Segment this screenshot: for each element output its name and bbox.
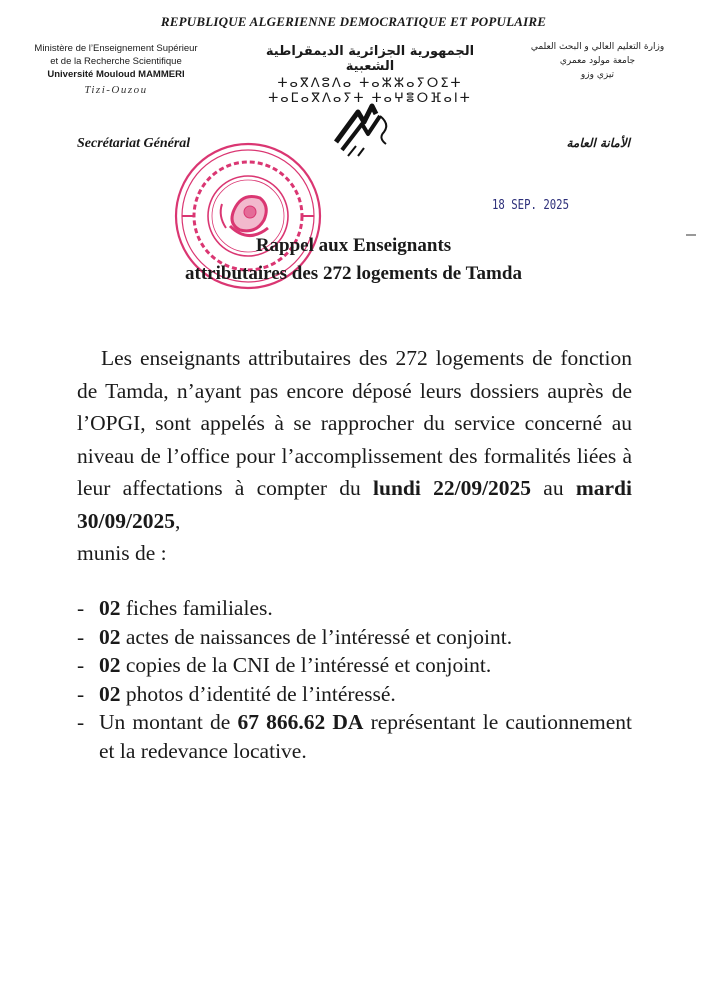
ministry-block [16, 42, 216, 97]
notice-title [0, 232, 707, 288]
body-after: , [174, 508, 181, 533]
arabic-university: جامعة مولود معمري [559, 56, 636, 66]
item-text: fiches familiales. [120, 596, 273, 620]
item-qty: 02 [99, 653, 121, 677]
list-marker: - [77, 681, 85, 706]
list-item [77, 594, 632, 623]
ministry-line-2: et de la Recherche Scientifique [50, 56, 182, 67]
republic-heading: REPUBLIQUE ALGERIENNE DEMOCRATIQUE ET POPULAIRE [160, 14, 547, 29]
arabic-ministry-block [500, 40, 695, 82]
secretariat-label-arabic: الأمانة العامة [566, 136, 630, 150]
list-marker: - [77, 624, 85, 649]
notice-body [77, 342, 632, 570]
university-name: Université Mouloud MAMMERI [47, 69, 185, 80]
arabic-city: تيزي وزو [580, 70, 615, 80]
ministry-line-1: Ministère de l’Enseignement Supérieur [34, 43, 198, 54]
item-text: photos d’identité de l’intéressé. [120, 681, 396, 706]
payment-prefix: Un montant de [99, 710, 238, 734]
item-text: copies de la CNI de l’intéressé et conjoint. [120, 653, 492, 677]
date-from: lundi 22/09/2025 [373, 476, 532, 500]
date-stamp: 18 SEP. 2025 [492, 198, 570, 213]
payment-amount: 67 866.62 DA [237, 710, 364, 734]
body-between: au [531, 476, 576, 500]
university-logo [328, 100, 398, 160]
title-line-2: attributaires des 272 logements de Tamda [185, 263, 522, 284]
list-item [77, 651, 632, 680]
arabic-ministry: وزارة التعليم العالي و البحث العلمي [530, 42, 665, 52]
item-qty: 02 [99, 681, 121, 706]
list-marker: - [77, 596, 85, 620]
list-marker: - [77, 653, 85, 677]
item-text: actes de naissances de l’intéressé et conjoint. [120, 624, 513, 649]
munis-line: munis de : [77, 541, 167, 565]
secretariat-label: Secrétariat Général [77, 136, 191, 151]
requirements-list [77, 594, 632, 765]
list-item [77, 680, 632, 709]
arabic-republic: الجمهورية الجزائرية الديمقراطية الشعبية [265, 44, 475, 74]
date-to: mardi 30/09/2025 [77, 476, 632, 533]
payment-suffix: représentant le cautionnement et la redevance locative. [99, 710, 632, 763]
title-line-1: Rappel aux Enseignants [255, 235, 452, 256]
list-item [77, 623, 632, 652]
tamazight-republic: ⵜⴰⴳⴷⵓⴷⴰ ⵜⴰⵣⵣⴰⵢⵔⵉⵜ ⵜⴰⵎⴰⴳⴷⴰⵢⵜ ⵜⴰⵖⴻⵔⴼⴰⵏⵜ [268, 76, 472, 106]
list-item-payment [77, 708, 632, 765]
list-marker: - [77, 710, 85, 734]
body-intro: Les enseignants attributaires des 272 logements de fonction de Tamda, n’ayant pas encore déposé leurs dossiers auprès de l’OPGI, sont appelés à se rapprocher du service concerné au niveau de l’office pour l’accomplissement des formalités liées à leur affectations à compter du [77, 346, 632, 500]
city-name: Tizi-Ouzou [84, 84, 148, 96]
body-paragraph [77, 342, 632, 537]
item-qty: 02 [99, 596, 121, 620]
item-qty: 02 [99, 624, 121, 649]
